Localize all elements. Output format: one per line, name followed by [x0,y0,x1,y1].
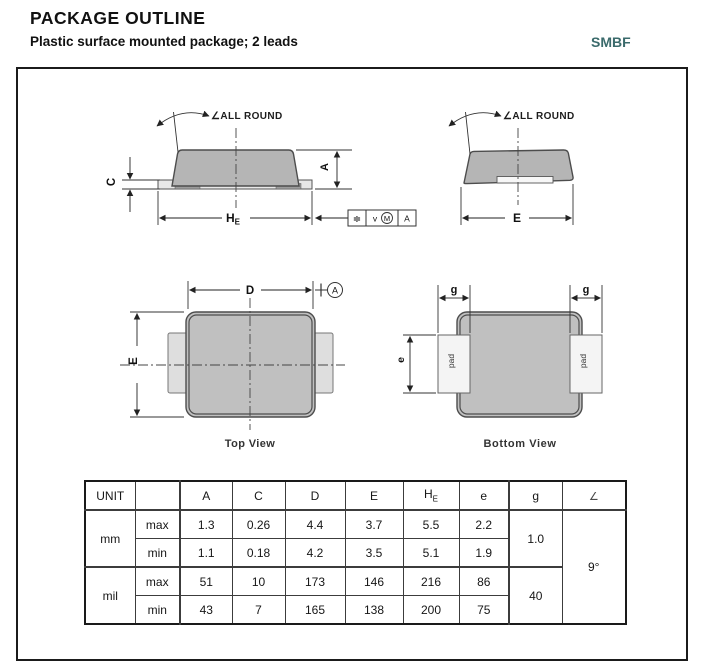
side-allround-label: ∠ALL ROUND [503,111,575,122]
mil-max-he: 216 [403,567,459,596]
mil-min-e: 138 [345,596,403,625]
bottom-body [457,312,582,417]
side-draft-line [466,112,471,154]
fcf-symmetry-symbol: ≑ [352,214,362,225]
mm-g: 1.0 [509,510,562,567]
dimension-table [84,480,627,625]
unit-mil: mil [85,567,135,624]
mm-max-d: 4.4 [285,510,345,539]
dim-c-label: C [106,177,118,187]
header-a: A [180,481,232,510]
mm-min-c: 0.18 [232,539,285,568]
right-side-view [449,111,575,225]
package-drawings [18,69,686,473]
fcf-datum: A [404,213,410,224]
side-allround-arc [449,113,501,126]
mm-min-e: 3.5 [345,539,403,568]
header-angle: ∠ [562,481,626,510]
mm-max-c: 0.26 [232,510,285,539]
angle-value: 9° [562,510,626,624]
page-subtitle: Plastic surface mounted package; 2 leads [30,34,298,49]
header-unit: UNIT [85,481,135,510]
mil-max-e: 146 [345,567,403,596]
header-e-lower: e [459,481,509,510]
top-view-caption: Top View [224,438,276,450]
front-draft-line [174,112,179,152]
mm-min-he: 5.1 [403,539,459,568]
dim-a-label: A [319,163,331,171]
fcf-modifier: M [383,213,391,223]
fcf-tolerance: v [372,213,378,224]
mil-max-label: max [135,567,180,596]
table-row-mil-max [85,567,626,596]
mm-max-e: 3.7 [345,510,403,539]
bottom-view [395,284,602,450]
datum-label: A [331,285,339,296]
mm-min-d: 4.2 [285,539,345,568]
mm-min-e2: 1.9 [459,539,509,568]
mil-min-label: min [135,596,180,625]
pad-right-label: pad [578,353,588,369]
unit-mm: mm [85,510,135,567]
table-row-mm-max [85,510,626,539]
mil-max-c: 10 [232,567,285,596]
front-side-view [106,111,416,227]
mil-min-a: 43 [180,596,232,625]
mm-max-a: 1.3 [180,510,232,539]
top-dim-e-label: E [128,357,140,365]
top-body [186,312,315,417]
mil-max-e2: 86 [459,567,509,596]
mm-max-e2: 2.2 [459,510,509,539]
mil-min-e2: 75 [459,596,509,625]
header-e-upper: E [345,481,403,510]
top-view [120,281,345,450]
dim-d-label: D [245,285,255,297]
top-lead-right [313,333,333,393]
mm-max-label: max [135,510,180,539]
side-bottom-pad [497,177,553,184]
table-header-row [85,481,626,510]
header-he: $H_E$ [403,481,459,510]
header-c: C [232,481,285,510]
header-d: D [285,481,345,510]
front-allround-label: ∠ALL ROUND [211,111,283,122]
mm-max-he: 5.5 [403,510,459,539]
outline-frame [16,67,688,661]
package-name: SMBF [591,34,631,50]
page-title: PACKAGE OUTLINE [30,8,206,28]
mil-max-a: 51 [180,567,232,596]
mm-min-label: min [135,539,180,568]
front-allround-arc [157,113,209,126]
dim-he-label: $H_E$ [226,211,241,227]
mil-g: 40 [509,567,562,624]
header-blank [135,481,180,510]
bottom-view-caption: Bottom View [483,438,557,450]
mm-min-a: 1.1 [180,539,232,568]
top-lead-left [168,333,188,393]
side-dim-e-label: E [512,211,522,225]
mil-max-d: 173 [285,567,345,596]
dim-g-left-label: g [450,284,458,296]
dim-g-right-label: g [582,284,590,296]
mil-min-c: 7 [232,596,285,625]
pad-left-label: pad [446,353,456,369]
dim-e-small-label: e [395,357,407,363]
front-body [172,150,299,186]
header-g: g [509,481,562,510]
mil-min-he: 200 [403,596,459,625]
mil-min-d: 165 [285,596,345,625]
